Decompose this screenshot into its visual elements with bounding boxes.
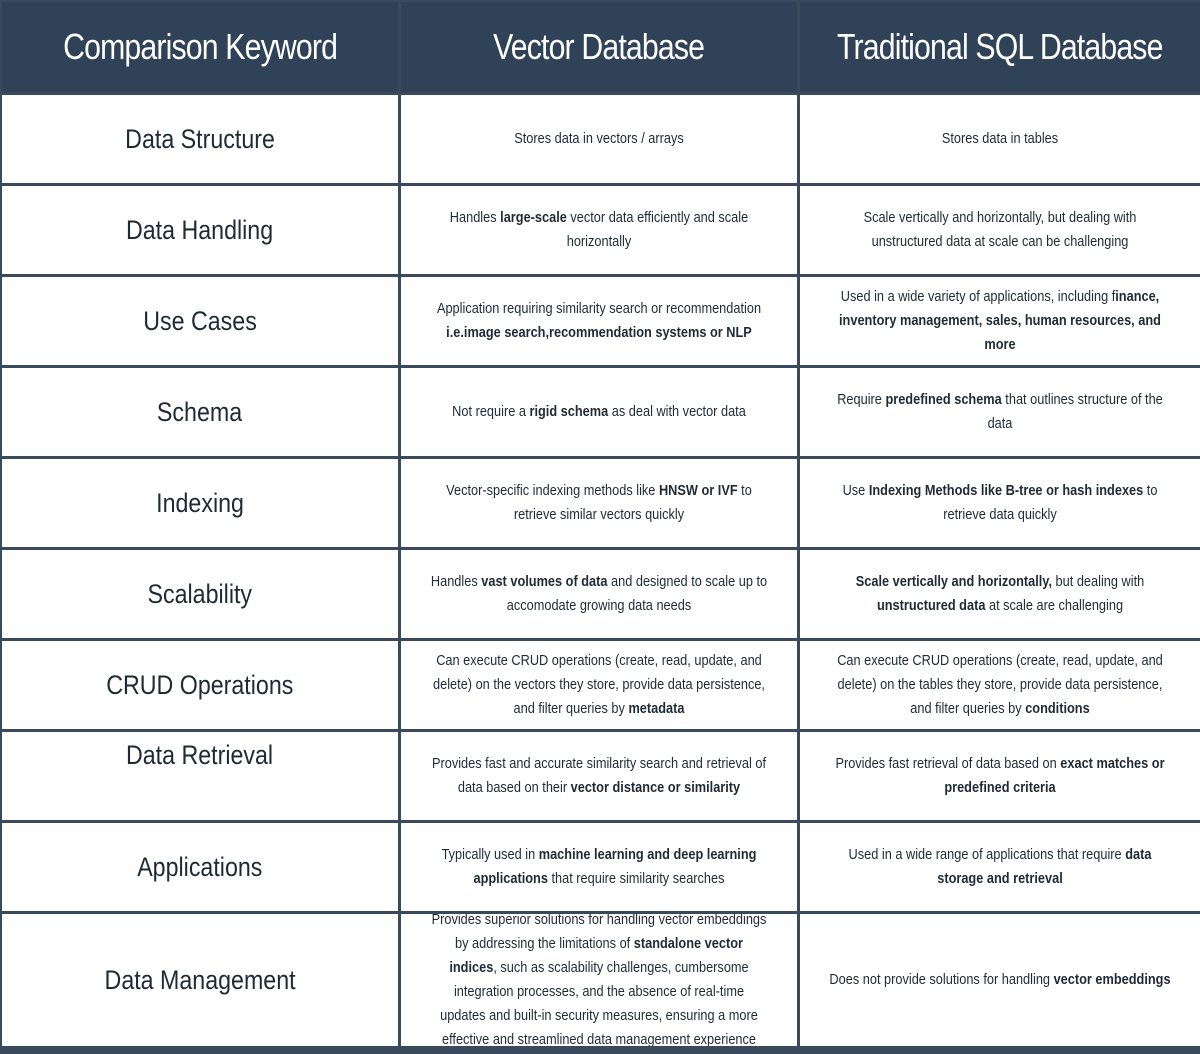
bold-text: i.e.image search,recommendation systems or NLP [446, 325, 752, 341]
text: Require [837, 392, 886, 408]
sql-description [829, 752, 1170, 800]
vector-cell-use-cases [401, 277, 797, 365]
text: Typically used in [441, 847, 539, 863]
text: Used in a wide variety of applications, including f [840, 289, 1116, 305]
text: Can execute CRUD operations (create, read, update, and delete) on the tables they store, provide data persistence, and filter queries by [837, 653, 1163, 717]
vector-cell-schema [401, 368, 797, 456]
text: to retrieve data quickly [943, 483, 1158, 523]
text: Provides fast and accurate similarity search and retrieval of data based on their [431, 756, 767, 796]
header-traditional-sql-database: Traditional SQL Database [800, 2, 1200, 92]
keyword-cell-use-cases [2, 277, 398, 365]
text: Application requiring similarity search or recommendation [436, 301, 762, 317]
sql-cell-scalability [800, 550, 1200, 638]
text: Not require a [452, 404, 530, 420]
bold-text: machine learning and deep learning applications [473, 847, 757, 887]
bold-text: HNSW or IVF [658, 483, 738, 499]
vector-description [430, 570, 768, 618]
sql-description [829, 843, 1170, 891]
sql-description [829, 388, 1170, 436]
sql-description [829, 649, 1170, 721]
text: Provides superior solutions for handling vector embeddings by addressing the limitations of [431, 914, 767, 952]
text: as deal with vector data [608, 404, 746, 420]
keyword-cell-scalability [2, 550, 398, 638]
keyword-cell-applications [2, 823, 398, 911]
sql-cell-applications [800, 823, 1200, 911]
bold-text: large-scale [500, 210, 567, 226]
text: that outlines structure of the data [987, 392, 1163, 432]
sql-description [829, 285, 1170, 357]
text: to retrieve similar vectors quickly [513, 483, 752, 523]
text: Stores data in vectors / arrays [514, 131, 684, 147]
text: Handles [449, 210, 501, 226]
vector-description [430, 297, 768, 345]
text: Use [842, 483, 869, 499]
bold-text: vector distance or similarity [570, 780, 741, 796]
text: that require similarity searches [547, 871, 725, 887]
bold-text: conditions [1025, 701, 1090, 717]
text: Stores data in tables [941, 131, 1059, 147]
bold-text: Indexing Methods like B-tree or hash indexes [868, 483, 1144, 499]
keyword-cell-schema [2, 368, 398, 456]
bold-text: exact matches or predefined criteria [944, 756, 1165, 796]
bold-text: metadata [628, 701, 685, 717]
text: Can execute CRUD operations (create, read, update, and delete) on the vectors they store, provide data persistence, and filter queries by [433, 653, 765, 717]
vector-cell-applications [401, 823, 797, 911]
bold-text: vast volumes of data [481, 574, 608, 590]
keyword-cell-data-structure [2, 95, 398, 183]
text: Does not provide solutions for handling [829, 972, 1054, 988]
bold-text: unstructured data [876, 598, 986, 614]
text: Vector-specific indexing methods like [446, 483, 659, 499]
keyword-cell-data-handling [2, 186, 398, 274]
vector-cell-crud-operations [401, 641, 797, 729]
sql-description [829, 127, 1170, 151]
text: and designed to scale up to accomodate growing data needs [506, 574, 768, 614]
keyword-label: Scalability [147, 578, 253, 609]
vector-cell-data-structure [401, 95, 797, 183]
vector-description [430, 843, 768, 891]
keyword-label: Schema [157, 396, 243, 427]
keyword-label: Applications [137, 851, 263, 882]
vector-cell-indexing [401, 459, 797, 547]
text: Handles [430, 574, 482, 590]
bold-text: standalone vector indices [449, 936, 743, 976]
bold-text: data storage and retrieval [937, 847, 1152, 887]
keyword-label: Data Structure [125, 123, 275, 154]
keyword-label: Indexing [156, 487, 244, 518]
sql-description [829, 570, 1170, 618]
sql-cell-schema [800, 368, 1200, 456]
keyword-label: CRUD Operations [106, 669, 294, 700]
vector-description [430, 914, 768, 1046]
header-vector-database: Vector Database [401, 2, 797, 92]
vector-description [430, 400, 768, 424]
sql-cell-data-retrieval [800, 732, 1200, 820]
sql-description [829, 968, 1170, 992]
bold-text: predefined schema [885, 392, 1002, 408]
sql-cell-data-management [800, 914, 1200, 1046]
vector-description [430, 127, 768, 151]
sql-cell-data-handling [800, 186, 1200, 274]
text: at scale are challenging [985, 598, 1124, 614]
keyword-label: Use Cases [143, 305, 257, 336]
bold-text: Scale vertically and horizontally, [855, 574, 1052, 590]
bold-text: rigid schema [529, 404, 609, 420]
bold-text: vector embeddings [1053, 972, 1171, 988]
keyword-label: Data Handling [126, 214, 274, 245]
keyword-label: Data Management [104, 964, 296, 995]
text: Scale vertically and horizontally, but dealing with unstructured data at scale can be challenging [863, 210, 1137, 250]
vector-cell-data-handling [401, 186, 797, 274]
sql-description [829, 206, 1170, 254]
vector-cell-data-management [401, 914, 797, 1046]
keyword-cell-data-management [2, 914, 398, 1046]
text: but dealing with [1051, 574, 1145, 590]
sql-cell-indexing [800, 459, 1200, 547]
text: Provides fast retrieval of data based on [835, 756, 1061, 772]
sql-cell-data-structure [800, 95, 1200, 183]
header-comparison-keyword: Comparison Keyword [2, 2, 398, 92]
vector-description [430, 752, 768, 800]
text: Used in a wide range of applications that require [848, 847, 1126, 863]
keyword-cell-indexing [2, 459, 398, 547]
vector-description [430, 649, 768, 721]
text: vector data efficiently and scale horizontally [566, 210, 749, 250]
keyword-cell-data-retrieval [2, 732, 398, 820]
keyword-cell-crud-operations [2, 641, 398, 729]
vector-description [430, 206, 768, 254]
keyword-label: Data Retrieval [126, 740, 274, 770]
vector-description [430, 479, 768, 527]
bold-text: inance, inventory management, sales, human resources, and more [839, 289, 1161, 353]
sql-cell-use-cases [800, 277, 1200, 365]
sql-description [829, 479, 1170, 527]
vector-cell-scalability [401, 550, 797, 638]
text: , such as scalability challenges, cumbersome integration processes, and the absence of real-time updates and built-in security measures, ensuring a more effective and streamlined data management experience [440, 960, 758, 1046]
sql-cell-crud-operations [800, 641, 1200, 729]
vector-cell-data-retrieval [401, 732, 797, 820]
